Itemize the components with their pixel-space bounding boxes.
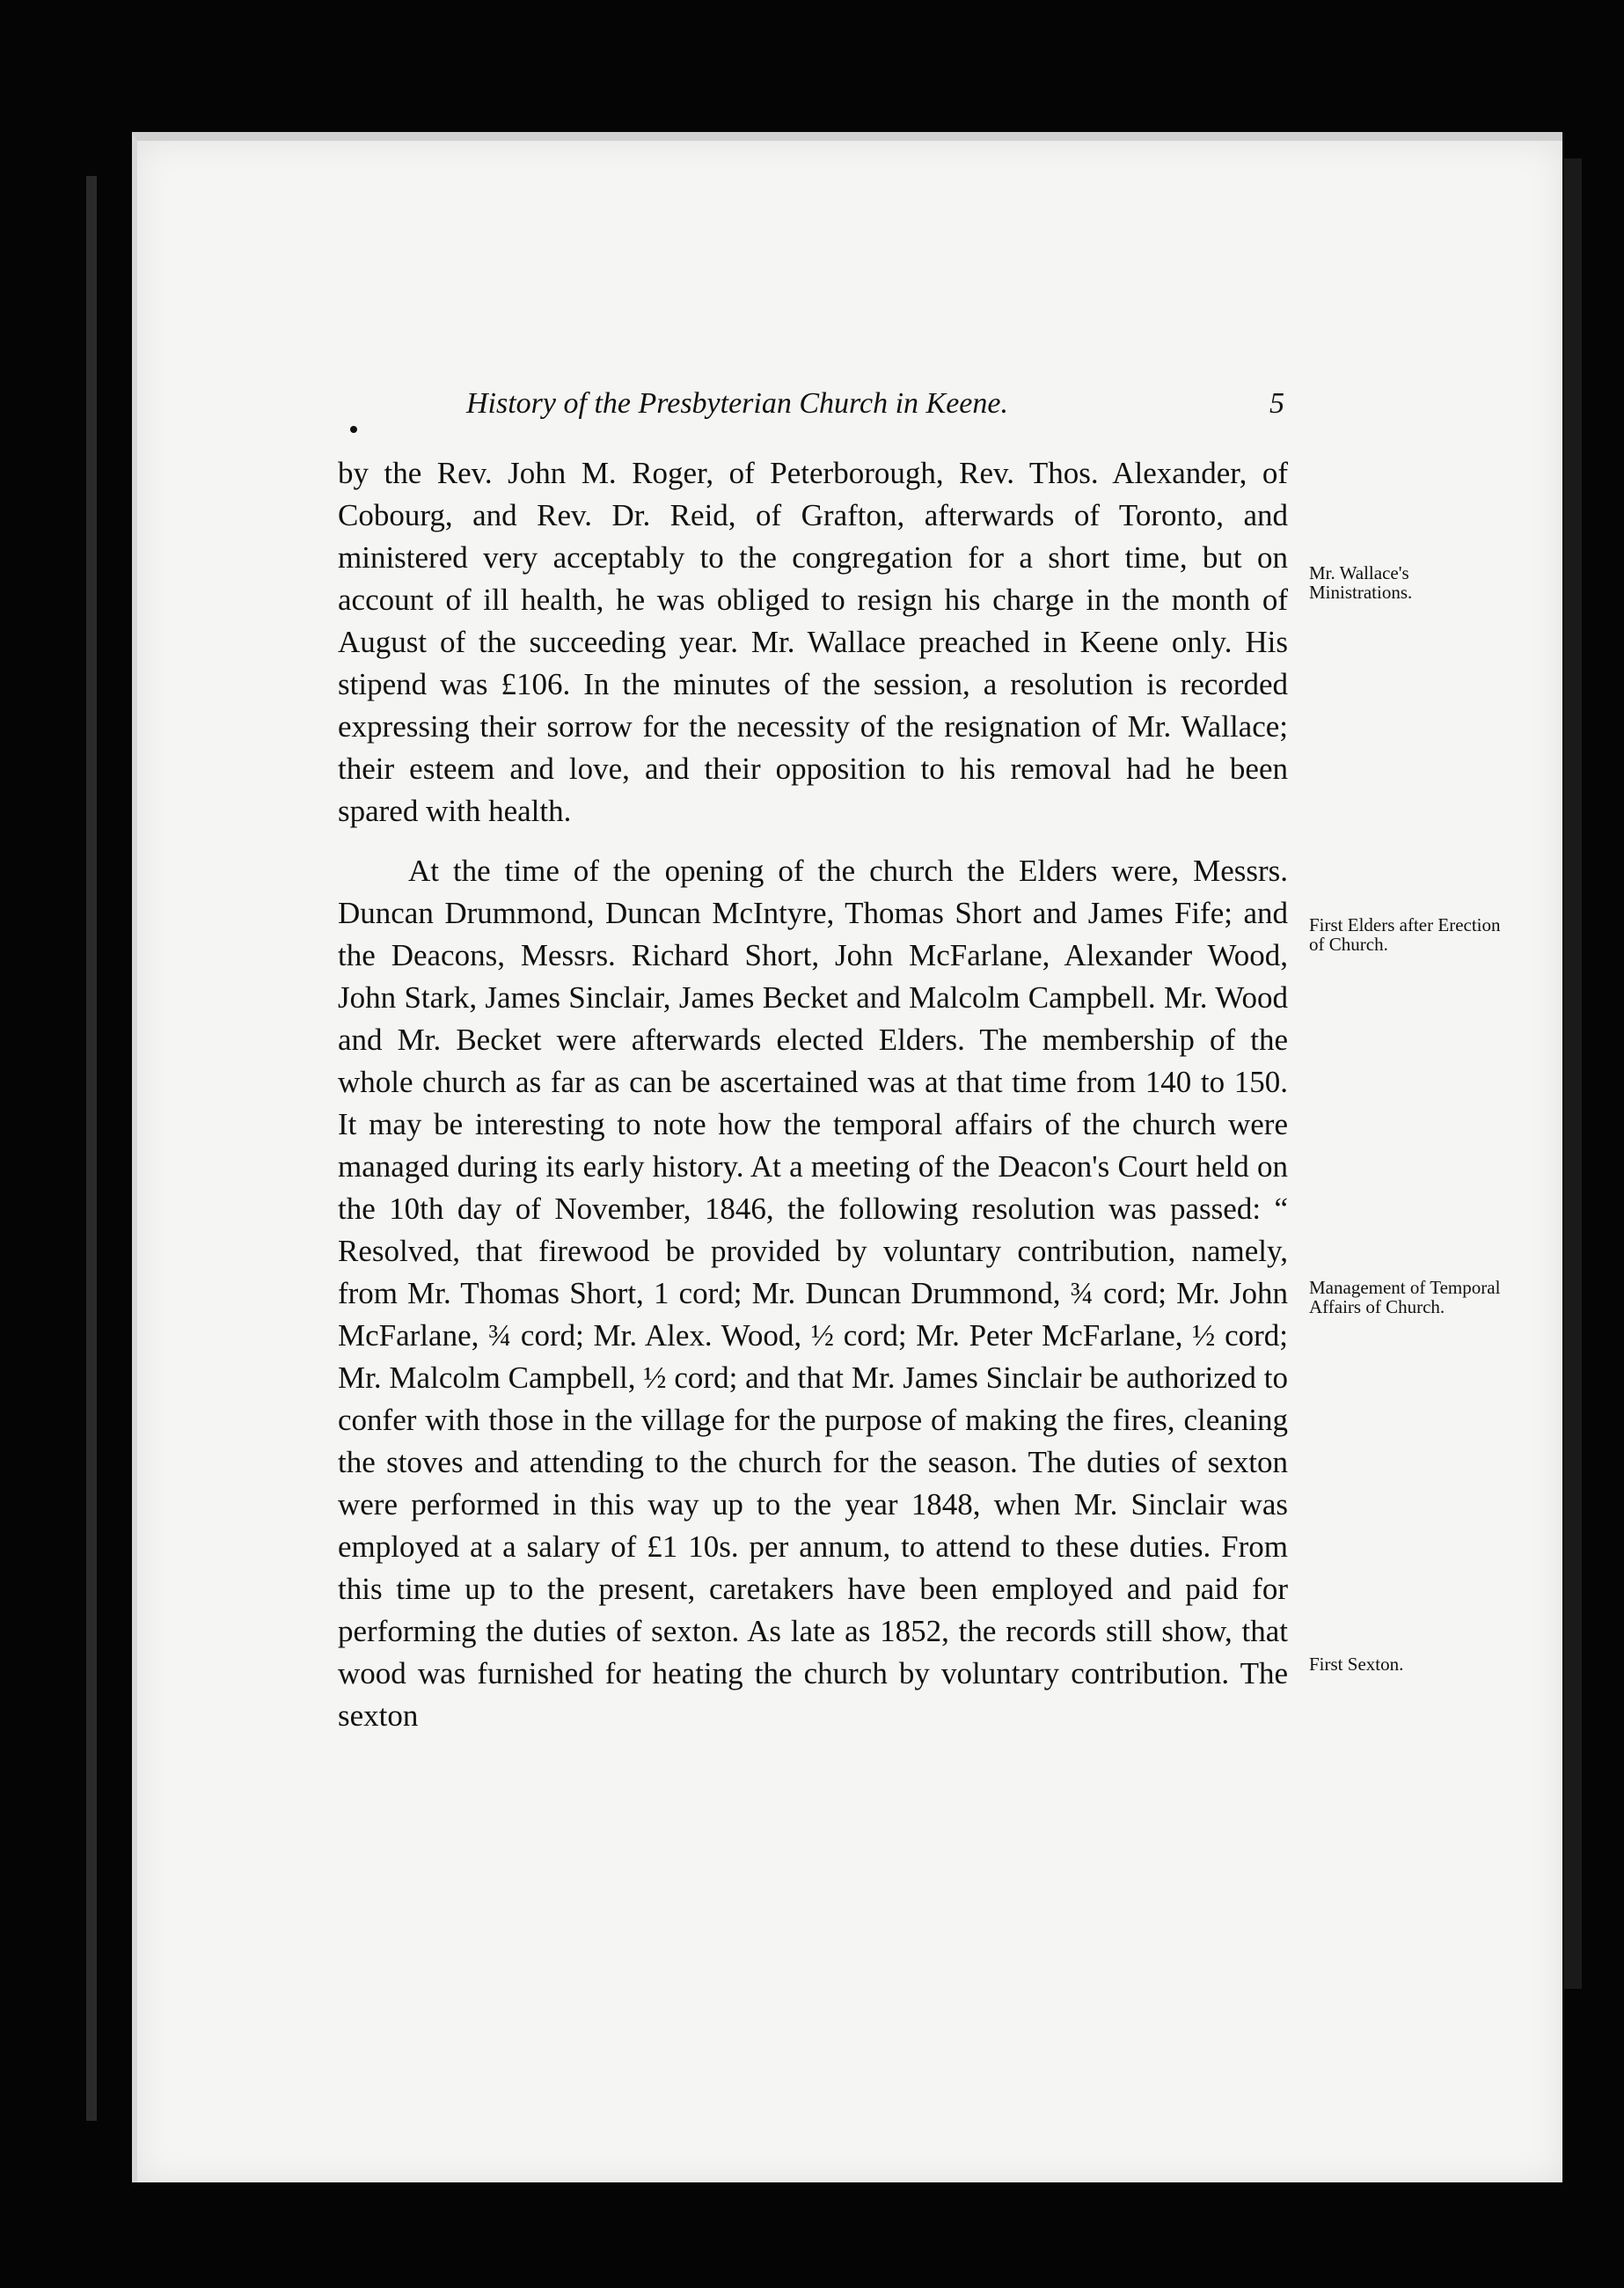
margin-note-temporal-affairs: Management of Temporal Affairs of Church. <box>1309 1277 1501 1317</box>
margin-note-wallace: Mr. Wallace's Ministrations. <box>1309 562 1413 603</box>
page-edge-left <box>86 176 97 2121</box>
ink-dot <box>350 426 357 433</box>
paragraph: by the Rev. John M. Roger, of Peterborough, Rev. Thos. Alexander, of Cobourg, and Rev. Dr. Reid, of Grafton, afterwards of Toronto, and ministered very acceptably to the congregation for a short time, but on account of ill health, he was obliged to resign his charge in the month of August of the succeeding year. Mr. Wallace preached in Keene only. His stipend was £106. In the minutes of the session, a resolution is recorded expressing their sorrow for the necessity of the resignation of Mr. Wallace; their esteem and love, and their opposition to his removal had he been spared with health. <box>338 456 1288 828</box>
page-edge-right <box>1564 158 1582 1989</box>
running-title: History of the Presbyterian Church in Keene. <box>466 387 1008 420</box>
body-text <box>338 452 1288 1737</box>
page-number: 5 <box>1269 387 1284 420</box>
margin-note-first-sexton: First Sexton. <box>1309 1654 1404 1675</box>
margin-note-first-elders: First Elders after Erection of Church. <box>1309 914 1501 955</box>
paragraph: At the time of the opening of the church the Elders were, Messrs. Duncan Drummond, Duncan McIntyre, Thomas Short and James Fife; and the Deacons, Messrs. Richard Short, John McFarlane, Alexander Wood, John Stark, James Sinclair, James Becket and Malcolm Campbell. Mr. Wood and Mr. Becket were afterwards elected Elders. The membership of the whole church as far as can be ascertained was at that time from 140 to 150. It may be interesting to note how the temporal affairs of the church were managed during its early history. At a meeting of the Deacon's Court held on the 10th day of November, 1846, the following resolution was passed: “ Resolved, that firewood be provided by voluntary contribution, namely, from Mr. Thomas Short, 1 cord; Mr. Duncan Drummond, ¾ cord; Mr. John McFarlane, ¾ cord; Mr. Alex. Wood, ½ cord; Mr. Peter McFarlane, ½ cord; Mr. Malcolm Campbell, ½ cord; and that Mr. James Sinclair be authorized to confer with those in the village for the purpose of making the fires, cleaning the stoves and attending to the church for the season. The duties of sexton were performed in this way up to the year 1848, when Mr. Sinclair was employed at a salary of £1 10s. per annum, to attend to these duties. From this time up to the present, caretakers have been employed and paid for performing the duties of sexton. As late as 1852, the records still show, that wood was furnished for heating the church by voluntary contribution. The sexton <box>338 854 1288 1733</box>
running-header <box>334 387 1284 431</box>
